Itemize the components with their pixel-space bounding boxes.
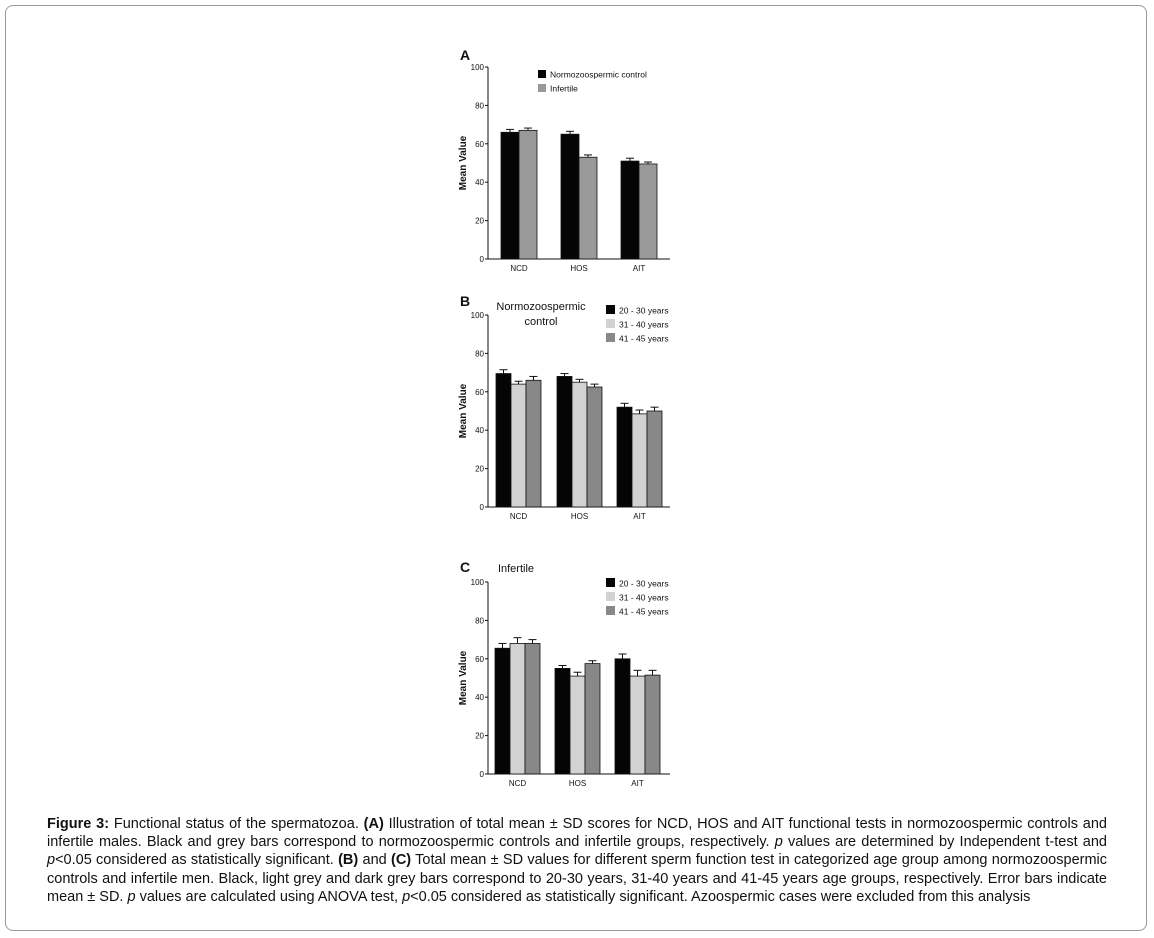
chart-panel-c — [458, 559, 670, 788]
bar — [561, 134, 579, 259]
x-tick-label: NCD — [510, 264, 528, 273]
legend-swatch — [538, 70, 546, 78]
caption-and: and — [358, 852, 391, 869]
caption-bc-text: Total mean ± SD values for different sperm function test in categorized age group among normozoospermic controls and infertile men. Black, light grey and dark grey bars correspond to 20-30 years, 31-40 years and 41-45 years age groups, respectively. Error bars indicate mean ± SD. — [47, 852, 1108, 905]
bar — [632, 414, 647, 507]
bar — [501, 132, 519, 259]
caption-a-label: (A) — [363, 816, 384, 832]
panel-letter: B — [460, 293, 471, 309]
chart-title: control — [524, 316, 558, 328]
x-tick-label: HOS — [570, 512, 589, 521]
x-tick-label: AIT — [632, 264, 646, 273]
legend-swatch — [606, 333, 615, 342]
bar — [557, 376, 572, 507]
bar — [525, 643, 540, 774]
legend-swatch — [538, 84, 546, 92]
y-axis-label: Mean Value — [458, 650, 469, 706]
y-tick-label: 80 — [475, 349, 484, 359]
caption-c-label: (C) — [391, 852, 412, 869]
bar — [617, 407, 632, 507]
chart-panel-b — [458, 293, 670, 521]
legend-swatch — [606, 606, 615, 615]
y-tick-label: 100 — [470, 311, 484, 320]
x-tick-label: NCD — [509, 512, 528, 521]
caption-intro: Functional status of the spermatozoa. — [109, 816, 364, 832]
bar — [495, 648, 510, 774]
bar — [639, 164, 657, 259]
y-tick-label: 20 — [475, 731, 484, 741]
chart-panel-a — [458, 47, 670, 273]
bar — [579, 157, 597, 259]
y-axis-label: Mean Value — [458, 383, 469, 439]
y-tick-label: 100 — [470, 578, 484, 587]
y-tick-label: 40 — [475, 693, 484, 703]
bar — [496, 374, 511, 507]
bar — [647, 411, 662, 507]
legend-label: 20 - 30 years — [619, 578, 669, 589]
legend-swatch — [606, 319, 615, 328]
caption-bc-text-3: <0.05 considered as statistically significant. Azoospermic cases were excluded from this analysis — [410, 888, 1031, 905]
bar — [570, 676, 585, 774]
x-tick-label: NCD — [508, 779, 527, 788]
legend-label: 20 - 30 years — [619, 305, 669, 316]
panel-letter: C — [460, 559, 471, 575]
y-axis-label: Mean Value — [458, 135, 469, 191]
caption-a-text-2: values are determined by Independent t-test and — [782, 834, 1107, 851]
y-tick-label: 80 — [475, 101, 484, 111]
bar — [526, 380, 541, 507]
bar — [510, 643, 525, 774]
caption-a-text-3: <0.05 considered as statistically significant. — [55, 852, 339, 869]
y-tick-label: 0 — [479, 503, 484, 512]
caption-bc-text-2: values are calculated using ANOVA test, — [135, 888, 403, 905]
caption-p-symbol: p — [47, 852, 56, 869]
legend-swatch — [606, 578, 615, 587]
bar — [587, 387, 602, 507]
caption-a-text: Illustration of total mean ± SD scores for NCD, HOS and AIT functional tests in normozoospermic controls and infertile males. Black and grey bars correspond to normozoospermic controls and infertile groups, respectively. — [47, 816, 1107, 851]
legend-swatch — [606, 592, 615, 601]
y-tick-label: 20 — [475, 464, 484, 474]
chart-title: Normozoospermic — [496, 301, 586, 313]
legend-label: 31 - 40 years — [619, 592, 669, 603]
chart-title: Infertile — [497, 563, 535, 575]
y-tick-label: 80 — [475, 616, 484, 626]
legend-label: 31 - 40 years — [619, 319, 669, 330]
y-tick-label: 60 — [475, 139, 484, 149]
y-tick-label: 60 — [475, 387, 484, 397]
bar — [511, 384, 526, 507]
bar — [519, 130, 537, 259]
x-tick-label: HOS — [568, 779, 587, 788]
figure-caption — [47, 815, 1107, 906]
legend-label: 41 - 45 years — [619, 333, 669, 344]
x-tick-label: HOS — [570, 264, 588, 273]
y-tick-label: 20 — [475, 216, 484, 226]
y-tick-label: 60 — [475, 654, 484, 664]
bar — [585, 664, 600, 774]
bar — [645, 675, 660, 774]
y-tick-label: 100 — [470, 63, 484, 72]
y-tick-label: 0 — [479, 770, 484, 779]
y-tick-label: 0 — [479, 255, 484, 264]
bar — [572, 382, 587, 507]
y-tick-label: 40 — [475, 178, 484, 188]
panel-letter: A — [460, 47, 471, 63]
x-tick-label: AIT — [631, 779, 644, 788]
legend-label: Infertile — [550, 83, 578, 94]
bar — [630, 676, 645, 774]
x-tick-label: AIT — [633, 512, 646, 521]
bar — [621, 161, 639, 259]
legend-label: Normozoospermic control — [550, 69, 647, 80]
legend-label: 41 - 45 years — [619, 606, 669, 617]
caption-label: Figure 3: — [47, 816, 110, 832]
bar — [615, 659, 630, 774]
legend-swatch — [606, 305, 615, 314]
y-tick-label: 40 — [475, 426, 484, 436]
caption-b-label: (B) — [338, 852, 359, 869]
caption-p-symbol: p — [774, 834, 783, 851]
caption-p-symbol: p — [402, 888, 411, 905]
bar — [555, 668, 570, 774]
caption-p-symbol: p — [127, 888, 136, 905]
